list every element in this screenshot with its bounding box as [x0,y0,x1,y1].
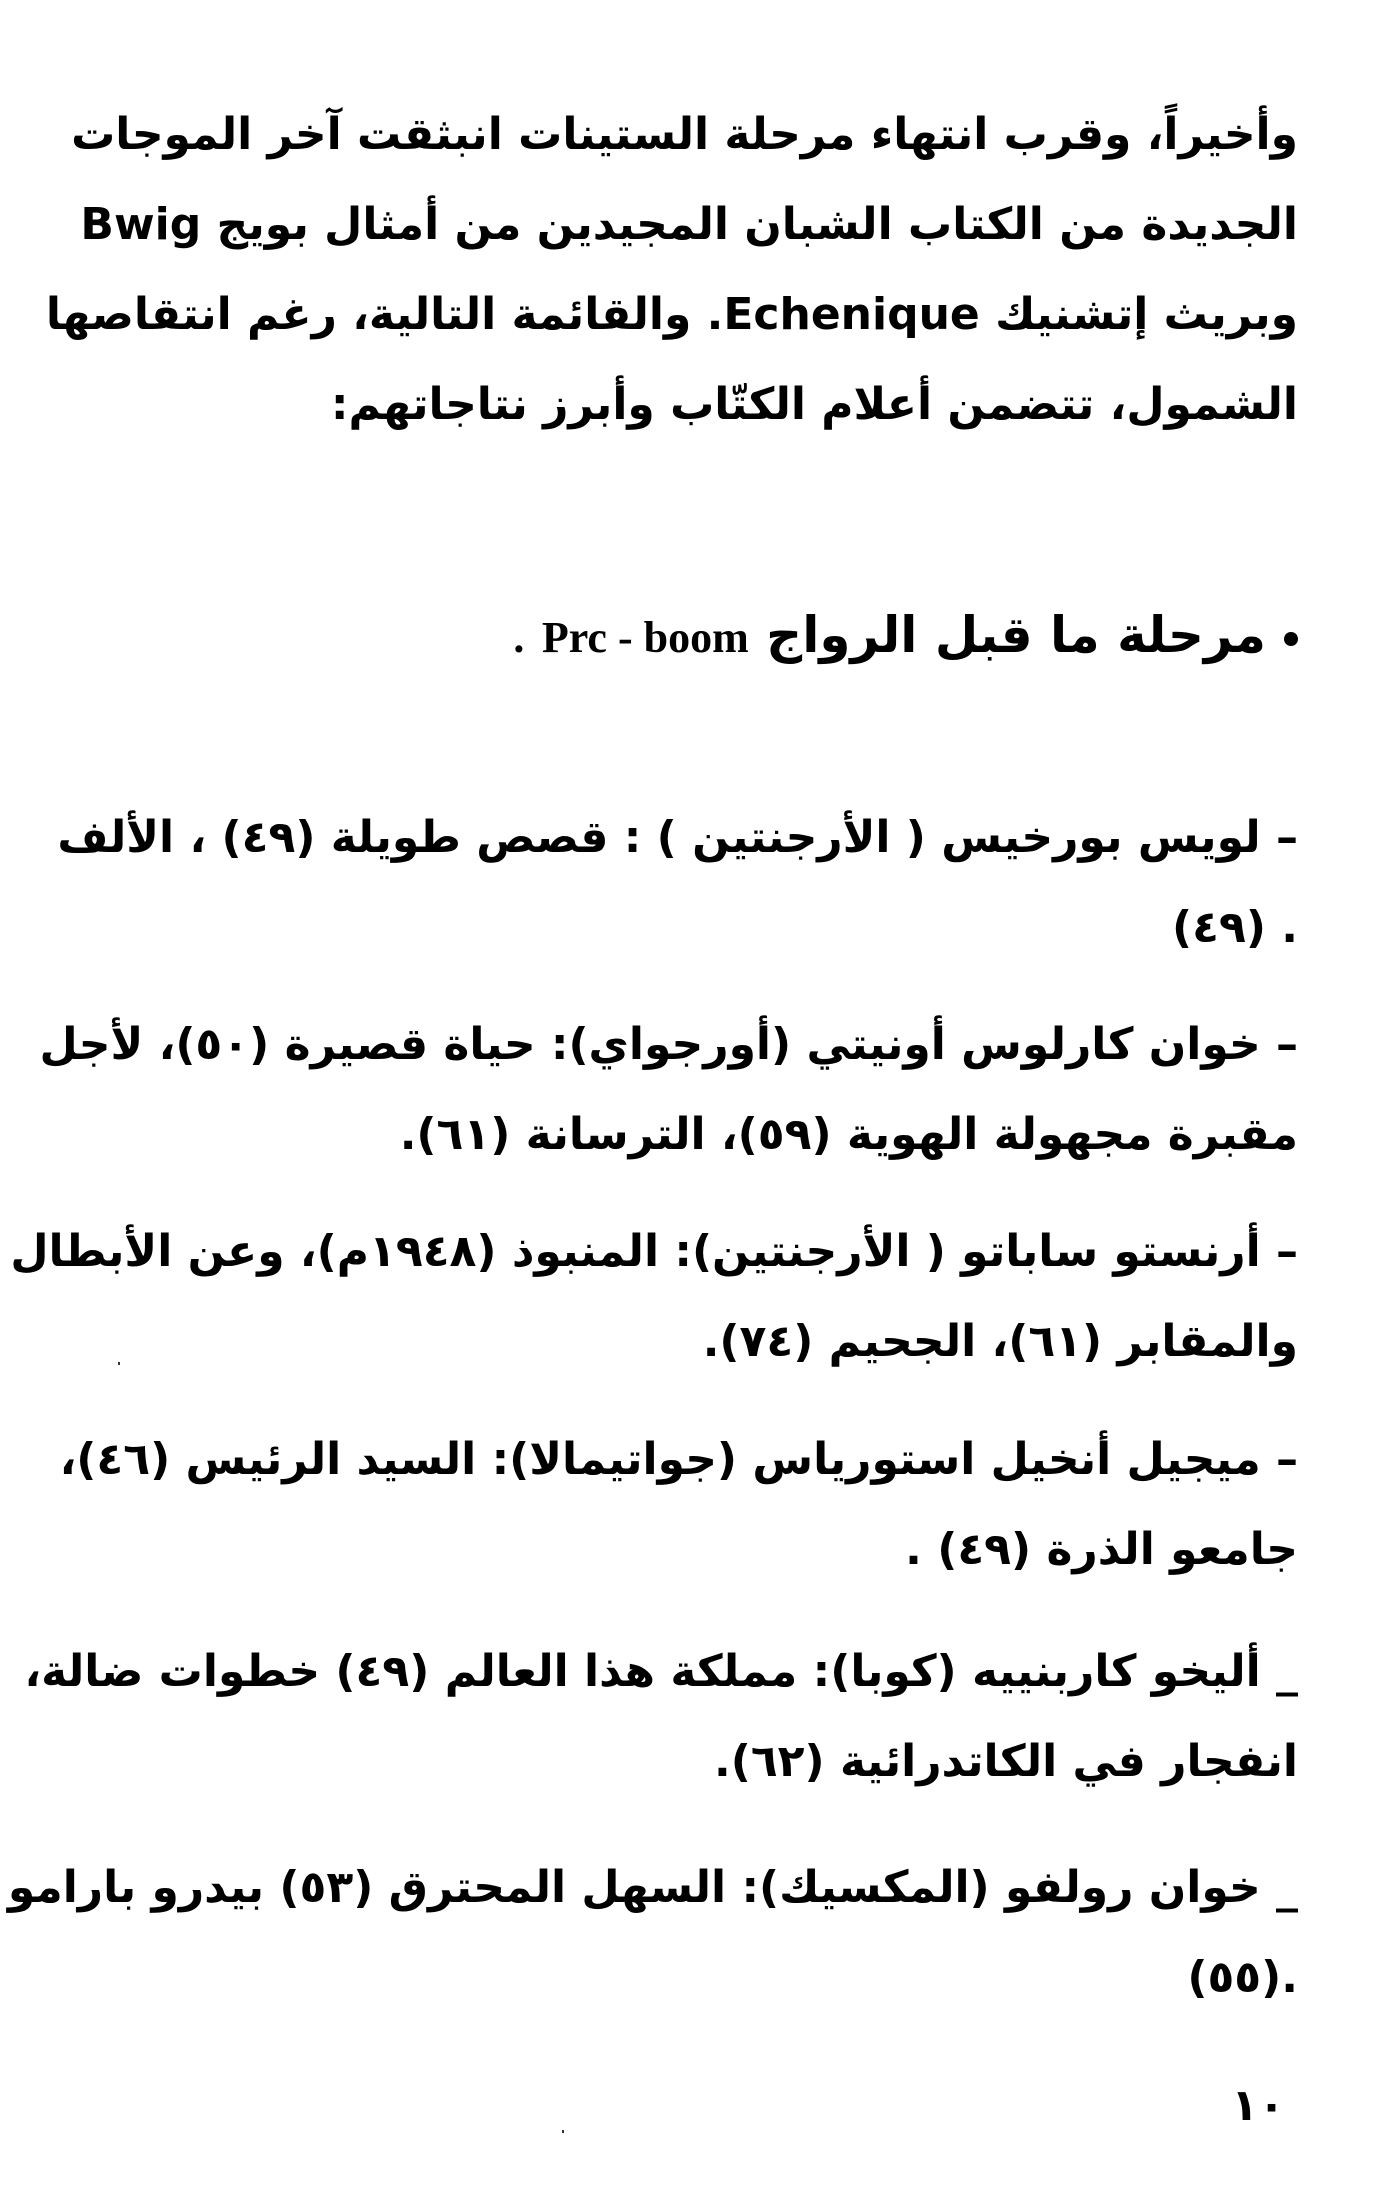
list-item-line-1: – أرنستو ساباتو ( الأرجنتين): المنبوذ (١٩٤٨م)، وعن الأبطال [10,1226,1298,1277]
scan-speck [118,1362,120,1365]
list-item-line-1: _ خوان رولفو (المكسيك): السهل المحترق (٥٣) بيدرو بارامو [7,1862,1298,1913]
intro-line-4: الشمول، تتضمن أعلام الكتّاب وأبرز نتاجاتهم: [330,379,1298,430]
list-item-line-2: مقبرة مجهولة الهوية (٥٩)، الترسانة (٦١). [399,1109,1298,1160]
intro-line-2: الجديدة من الكتاب الشبان المجيدين من أمثال بويج Bwig [80,199,1298,250]
page-number: ١٠ [1231,2080,1285,2131]
list-item-line-1: _ أليخو كاربنييه (كوبا): مملكة هذا العالم (٤٩) خطوات ضالة، [24,1646,1298,1697]
intro-line-1: وأخيراً، وقرب انتهاء مرحلة الستينات انبثقت آخر الموجات [71,109,1298,160]
scan-speck [562,2130,564,2133]
list-item-line-2: والمقابر (٦١)، الجحيم (٧٤). [702,1316,1298,1367]
section-heading-period: . [513,613,525,662]
list-item-line-2: انفجار في الكاتدرائية (٦٢). [714,1736,1298,1787]
list-item-line-1: – خوان كارلوس أونيتي (أورجواي): حياة قصيرة (٥٠)، لأجل [39,1019,1298,1070]
list-item-line-2: (٥٥). [1187,1952,1298,2003]
list-item-line-2: جامعو الذرة (٤٩) . [905,1524,1298,1575]
section-heading-latin: Prc - boom [541,613,749,662]
list-item-line-1: – ميجيل أنخيل استورياس (جواتيمالا): السيد الرئيس (٤٦)، [59,1434,1298,1485]
section-heading-arabic: مرحلة ما قبل الرواج [766,606,1266,664]
section-heading [95,600,1298,673]
bullet-icon [1284,632,1298,646]
list-item-line-1: – لويس بورخيس ( الأرجنتين ) : قصص طويلة (٤٩) ، الألف [57,812,1298,863]
list-item-line-2: (٤٩) . [1172,902,1298,953]
intro-line-3: وبريث إتشنيك Echenique. والقائمة التالية، رغم انتقاصها [45,289,1298,340]
